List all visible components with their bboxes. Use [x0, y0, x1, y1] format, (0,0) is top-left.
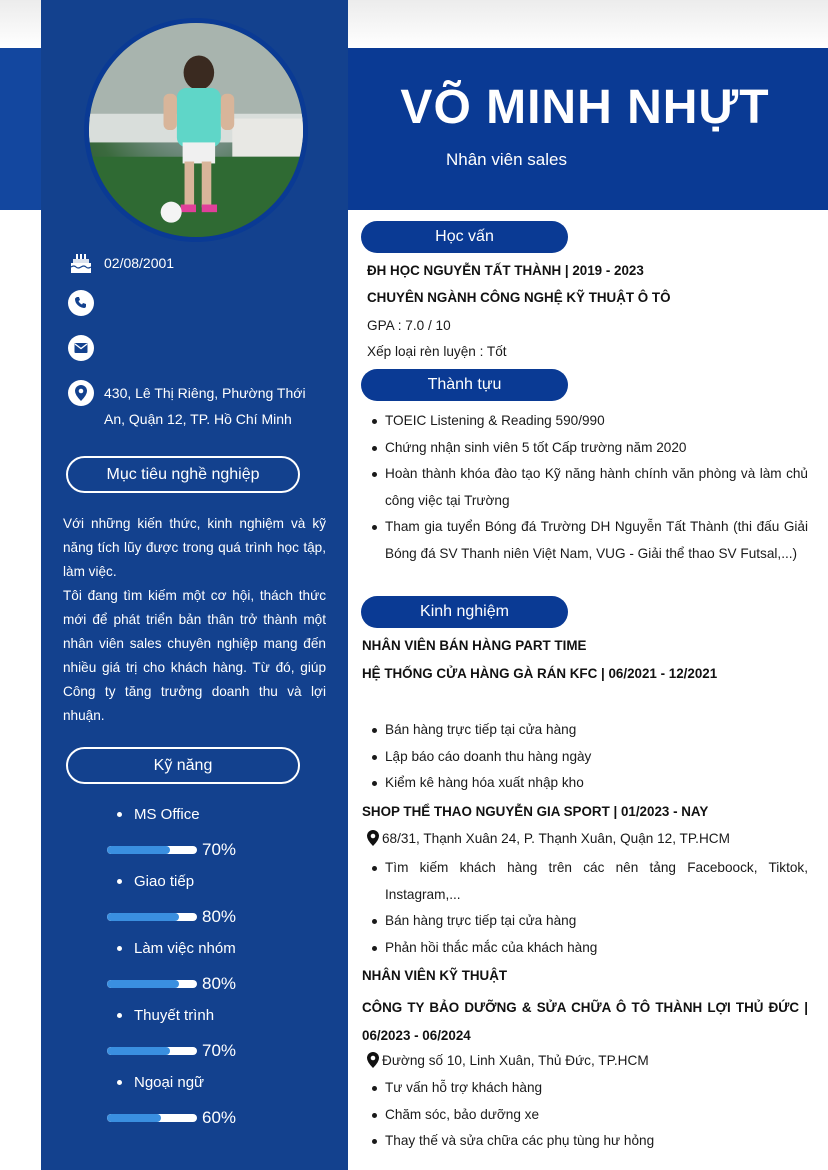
candidate-role: Nhân viên sales [446, 150, 567, 169]
education-school: ĐH HỌC NGUYỄN TẤT THÀNH | 2019 - 2023 [367, 263, 644, 278]
job2-location [367, 830, 730, 846]
skill-percent: 80% [202, 907, 237, 926]
achievements-heading: Thành tựu [361, 369, 568, 401]
education-heading: Học vấn [361, 221, 568, 253]
list-item: Thay thế và sửa chữa các phụ tùng hư hỏng [385, 1128, 808, 1155]
skill-name: Giao tiếp [134, 873, 195, 890]
birthday-value: 02/08/2001 [104, 255, 175, 271]
address-value: 430, Lê Thị Riêng, Phường Thới An, Quận 12, TP. Hồ Chí Minh [104, 385, 306, 427]
list-item: Tìm kiếm khách hàng trên các nên tảng Faceboock, Tiktok, Instagram,... [385, 855, 808, 908]
skill-progress-fill [107, 846, 170, 854]
list-item: Kiểm kê hàng hóa xuất nhập kho [385, 770, 808, 797]
list-item: Chăm sóc, bảo dưỡng xe [385, 1102, 808, 1129]
list-item: Tham gia tuyển Bóng đá Trường DH Nguyễn Tất Thành (thi đấu Giải Bóng đá SV Thanh niên Việt Nam, VUG - Giải thể thao SV Futsal,...) [385, 514, 808, 567]
candidate-name: VÕ MINH NHỰT [400, 81, 770, 134]
bullet-dot [117, 1080, 122, 1085]
job2-company: SHOP THỂ THAO NGUYỄN GIA SPORT | 01/2023 - NAY [362, 804, 709, 819]
list-item: Phản hồi thắc mắc của khách hàng [385, 935, 808, 962]
objective-text [63, 512, 326, 728]
list-item: Tư vấn hỗ trợ khách hàng [385, 1075, 808, 1102]
skills-heading: Kỹ năng [66, 747, 300, 784]
job3-title: NHÂN VIÊN KỸ THUẬT [362, 968, 508, 983]
job3-location [367, 1052, 649, 1068]
objective-heading: Mục tiêu nghề nghiệp [66, 456, 300, 493]
bullet-dot [117, 946, 122, 951]
birthday-cake-icon [68, 250, 94, 276]
skill-progress-fill [107, 980, 179, 988]
skill-progress-bar [107, 980, 197, 988]
bullet-dot [117, 879, 122, 884]
location-pin-icon [367, 1052, 379, 1068]
avatar [84, 18, 308, 242]
skill-progress-bar [107, 1047, 197, 1055]
list-item: Bán hàng trực tiếp tại cửa hàng [385, 717, 808, 744]
job3-duties [385, 1075, 808, 1155]
contact-phone [68, 290, 324, 316]
email-icon [68, 335, 94, 361]
skill-progress-bar [107, 846, 197, 854]
skill-percent: 70% [202, 1041, 237, 1060]
list-item: TOEIC Listening & Reading 590/990 [385, 408, 808, 435]
bullet-dot [117, 1013, 122, 1018]
education-gpa: GPA : 7.0 / 10 [367, 318, 451, 333]
job1-title: NHÂN VIÊN BÁN HÀNG PART TIME [362, 638, 587, 653]
job1-duties [385, 717, 808, 797]
list-item: Hoàn thành khóa đào tạo Kỹ năng hành chính văn phòng và làm chủ công việc tại Trường [385, 461, 808, 514]
skill-progress-fill [107, 913, 179, 921]
education-conduct: Xếp loại rèn luyện : Tốt [367, 344, 507, 359]
education-major: CHUYÊN NGÀNH CÔNG NGHỆ KỸ THUẬT Ô TÔ [367, 290, 671, 305]
avatar-photo [89, 23, 303, 237]
job1-company: HỆ THỐNG CỬA HÀNG GÀ RÁN KFC | 06/2021 - 12/2021 [362, 666, 718, 681]
contact-email [68, 335, 324, 361]
skill-progress-bar [107, 1114, 197, 1122]
list-item: Bán hàng trực tiếp tại cửa hàng [385, 908, 808, 935]
skill-percent: 70% [202, 840, 237, 859]
job3-location-text: Đường số 10, Linh Xuân, Thủ Đức, TP.HCM [382, 1052, 649, 1068]
location-pin-icon [68, 380, 94, 406]
skill-name: Thuyết trình [134, 1007, 215, 1024]
contact-address [68, 380, 324, 432]
skill-progress-bar [107, 913, 197, 921]
objective-paragraph-1: Với những kiến thức, kinh nghiệm và kỹ năng tích lũy được trong quá trình học tập, làm việc. [63, 516, 326, 579]
skill-percent: 80% [202, 974, 237, 993]
contact-birthday [68, 250, 324, 276]
objective-paragraph-2: Tôi đang tìm kiếm một cơ hội, thách thức mới để phát triển bản thân trở thành một nhân viên sales chuyên nghiệp mang đến nhiều giá trị cho khách hàng. Từ đó, giúp Công ty tăng trưởng doanh thu và lợi nhuận. [63, 588, 326, 723]
skill-progress-fill [107, 1047, 170, 1055]
achievements-list [385, 408, 808, 567]
job2-location-text: 68/31, Thạnh Xuân 24, P. Thạnh Xuân, Quận 12, TP.HCM [382, 830, 730, 846]
list-item: Chứng nhận sinh viên 5 tốt Cấp trường năm 2020 [385, 435, 808, 462]
skill-name: Ngoại ngữ [134, 1074, 205, 1091]
bullet-dot [117, 812, 122, 817]
job2-duties [385, 855, 808, 961]
phone-icon [68, 290, 94, 316]
job3-company: CÔNG TY BẢO DƯỠNG & SỬA CHỮA Ô TÔ THÀNH LỢI THỦ ĐỨC | 06/2023 - 06/2024 [362, 1000, 808, 1043]
skill-name: Làm việc nhóm [134, 940, 236, 957]
list-item: Lập báo cáo doanh thu hàng ngày [385, 744, 808, 771]
location-pin-icon [367, 830, 379, 846]
skill-progress-fill [107, 1114, 161, 1122]
skill-percent: 60% [202, 1108, 237, 1127]
skill-name: MS Office [134, 806, 200, 823]
experience-heading: Kinh nghiệm [361, 596, 568, 628]
